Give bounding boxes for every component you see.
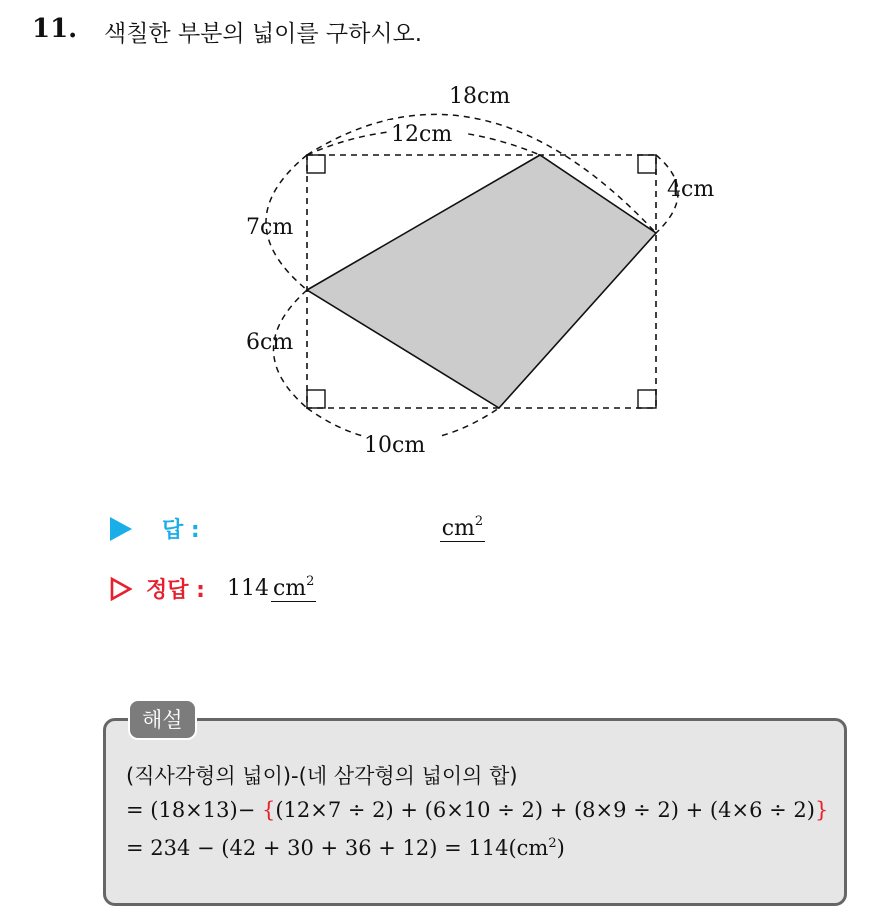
answer-row xyxy=(110,513,485,544)
solution-tab: 해설 xyxy=(128,699,197,740)
solution-line-1: (직사각형의 넓이)-(네 삼각형의 넓이의 합) xyxy=(126,764,518,788)
question-number: 11. xyxy=(32,14,78,44)
label-right: 4cm xyxy=(667,177,715,202)
label-top-outer: 18cm xyxy=(449,84,511,109)
answer-label: 답 : xyxy=(162,518,200,543)
play-triangle-icon xyxy=(110,517,132,541)
outline-triangle-icon xyxy=(110,577,132,601)
label-bottom: 10cm xyxy=(364,433,426,458)
right-angle-mark-top-left xyxy=(307,155,325,173)
correct-answer-value: 114 xyxy=(226,576,269,601)
right-angle-mark-top-right xyxy=(638,155,656,173)
solution-line-2: = (18×13)− {(12×7 ÷ 2) + (6×10 ÷ 2) + (8×9 ÷ 2) + (4×6 ÷ 2)} xyxy=(126,798,829,822)
shaded-quadrilateral xyxy=(307,155,656,408)
right-angle-mark-bottom-right xyxy=(638,390,656,408)
correct-answer-unit: $cm^2$ xyxy=(272,574,315,601)
label-left-bottom: 6cm xyxy=(246,330,294,355)
label-left-top: 7cm xyxy=(246,215,294,240)
correct-answer-row xyxy=(110,573,316,604)
question-text: 색칠한 부분의 넓이를 구하시오. xyxy=(104,21,423,47)
solution-line-3: = $234 - (42 + 30 + 36 + 12) = 114(cm^2)$ xyxy=(126,836,565,860)
correct-answer-label: 정답 : xyxy=(146,578,205,603)
label-top-inner: 12cm xyxy=(391,122,453,147)
right-angle-mark-bottom-left xyxy=(307,390,325,408)
answer-unit: $cm^2$ xyxy=(441,514,484,541)
